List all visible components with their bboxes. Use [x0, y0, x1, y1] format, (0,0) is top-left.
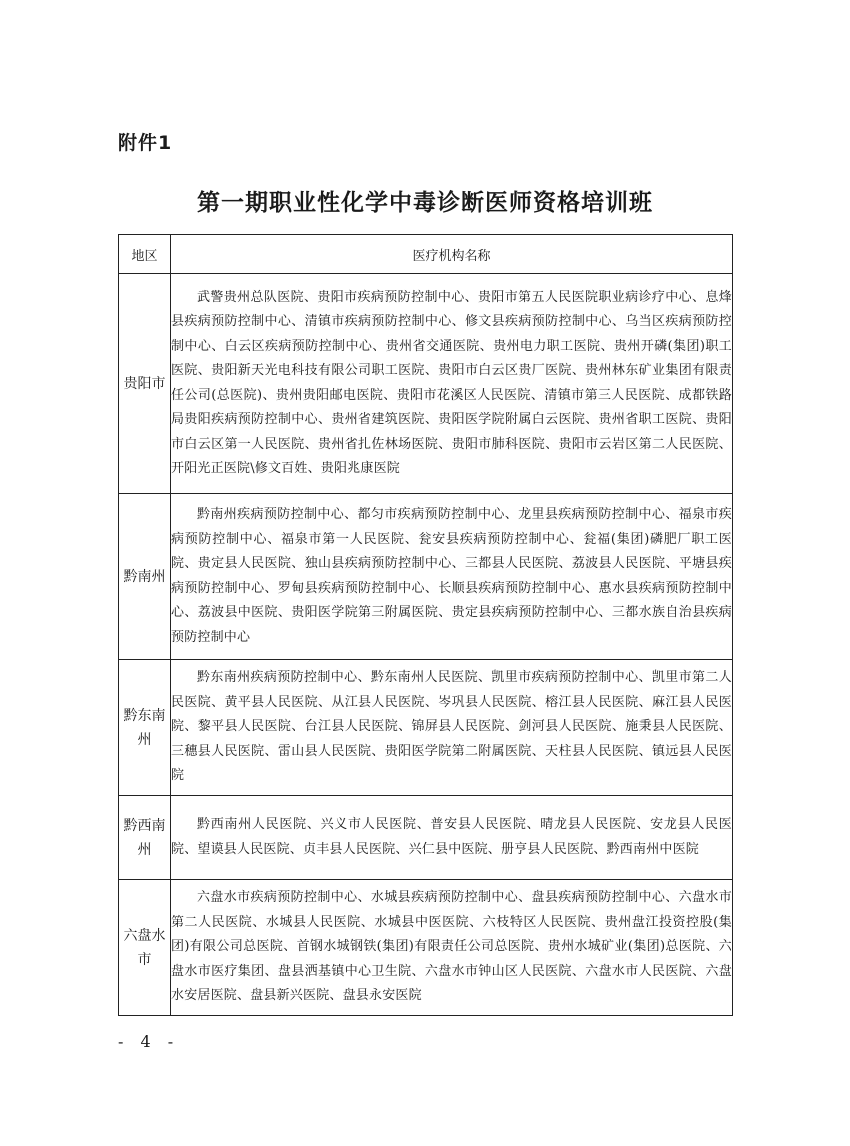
table-row — [119, 274, 733, 494]
header-institutions: 医疗机构名称 — [171, 235, 733, 274]
table-header-row — [119, 235, 733, 274]
region-cell: 六盘水市 — [119, 880, 171, 1016]
region-cell: 黔东南州 — [119, 660, 171, 796]
header-region: 地区 — [119, 235, 171, 274]
table-row — [119, 494, 733, 660]
table-row — [119, 660, 733, 796]
institutions-table — [118, 234, 733, 1016]
region-cell: 黔西南州 — [119, 796, 171, 880]
institutions-cell: 黔西南州人民医院、兴义市人民医院、普安县人民医院、晴龙县人民医院、安龙县人民医院、望谟县人民医院、贞丰县人民医院、兴仁县中医院、册亨县人民医院、黔西南州中医院 — [171, 796, 733, 880]
table-row — [119, 796, 733, 880]
page-number: - 4 - — [118, 1032, 180, 1051]
institutions-cell: 六盘水市疾病预防控制中心、水城县疾病预防控制中心、盘县疾病预防控制中心、六盘水市第二人民医院、水城县人民医院、水城县中医医院、六枝特区人民医院、贵州盘江投资控股(集团)有限公司总医院、首钢水城钢铁(集团)有限责任公司总医院、贵州水城矿业(集团)总医院、六盘水市医疗集团、盘县洒基镇中心卫生院、六盘水市钟山区人民医院、六盘水市人民医院、六盘水安居医院、盘县新兴医院、盘县永安医院 — [171, 880, 733, 1016]
document-title: 第一期职业性化学中毒诊断医师资格培训班 — [197, 189, 653, 216]
attachment-label: 附件1 — [118, 132, 173, 154]
region-cell: 贵阳市 — [119, 274, 171, 494]
region-cell: 黔南州 — [119, 494, 171, 660]
table-row — [119, 880, 733, 1016]
institutions-cell: 武警贵州总队医院、贵阳市疾病预防控制中心、贵阳市第五人民医院职业病诊疗中心、息烽县疾病预防控制中心、清镇市疾病预防控制中心、修文县疾病预防控制中心、乌当区疾病预防控制中心、白云区疾病预防控制中心、贵州省交通医院、贵州电力职工医院、贵州开磷(集团)职工医院、贵阳新天光电科技有限公司职工医院、贵阳市白云区贵厂医院、贵州林东矿业集团有限责任公司(总医院)、贵州贵阳邮电医院、贵阳市花溪区人民医院、清镇市第三人民医院、成都铁路局贵阳疾病预防控制中心、贵州省建筑医院、贵阳医学院附属白云医院、贵州省职工医院、贵阳市白云区第一人民医院、贵州省扎佐林场医院、贵阳市肺科医院、贵阳市云岩区第二人民医院、开阳光正医院\修文百姓、贵阳兆康医院 — [171, 274, 733, 494]
institutions-cell: 黔南州疾病预防控制中心、都匀市疾病预防控制中心、龙里县疾病预防控制中心、福泉市疾病预防控制中心、福泉市第一人民医院、瓮安县疾病预防控制中心、瓮福(集团)磷肥厂职工医院、贵定县人民医院、独山县疾病预防控制中心、三都县人民医院、荔波县人民医院、平塘县疾病预防控制中心、罗甸县疾病预防控制中心、长顺县疾病预防控制中心、惠水县疾病预防控制中心、荔波县中医院、贵阳医学院第三附属医院、贵定县疾病预防控制中心、三都水族自治县疾病预防控制中心 — [171, 494, 733, 660]
institutions-cell: 黔东南州疾病预防控制中心、黔东南州人民医院、凯里市疾病预防控制中心、凯里市第二人民医院、黄平县人民医院、从江县人民医院、岑巩县人民医院、榕江县人民医院、麻江县人民医院、黎平县人民医院、台江县人民医院、锦屏县人民医院、剑河县人民医院、施秉县人民医院、三穗县人民医院、雷山县人民医院、贵阳医学院第二附属医院、天柱县人民医院、镇远县人民医院 — [171, 660, 733, 796]
